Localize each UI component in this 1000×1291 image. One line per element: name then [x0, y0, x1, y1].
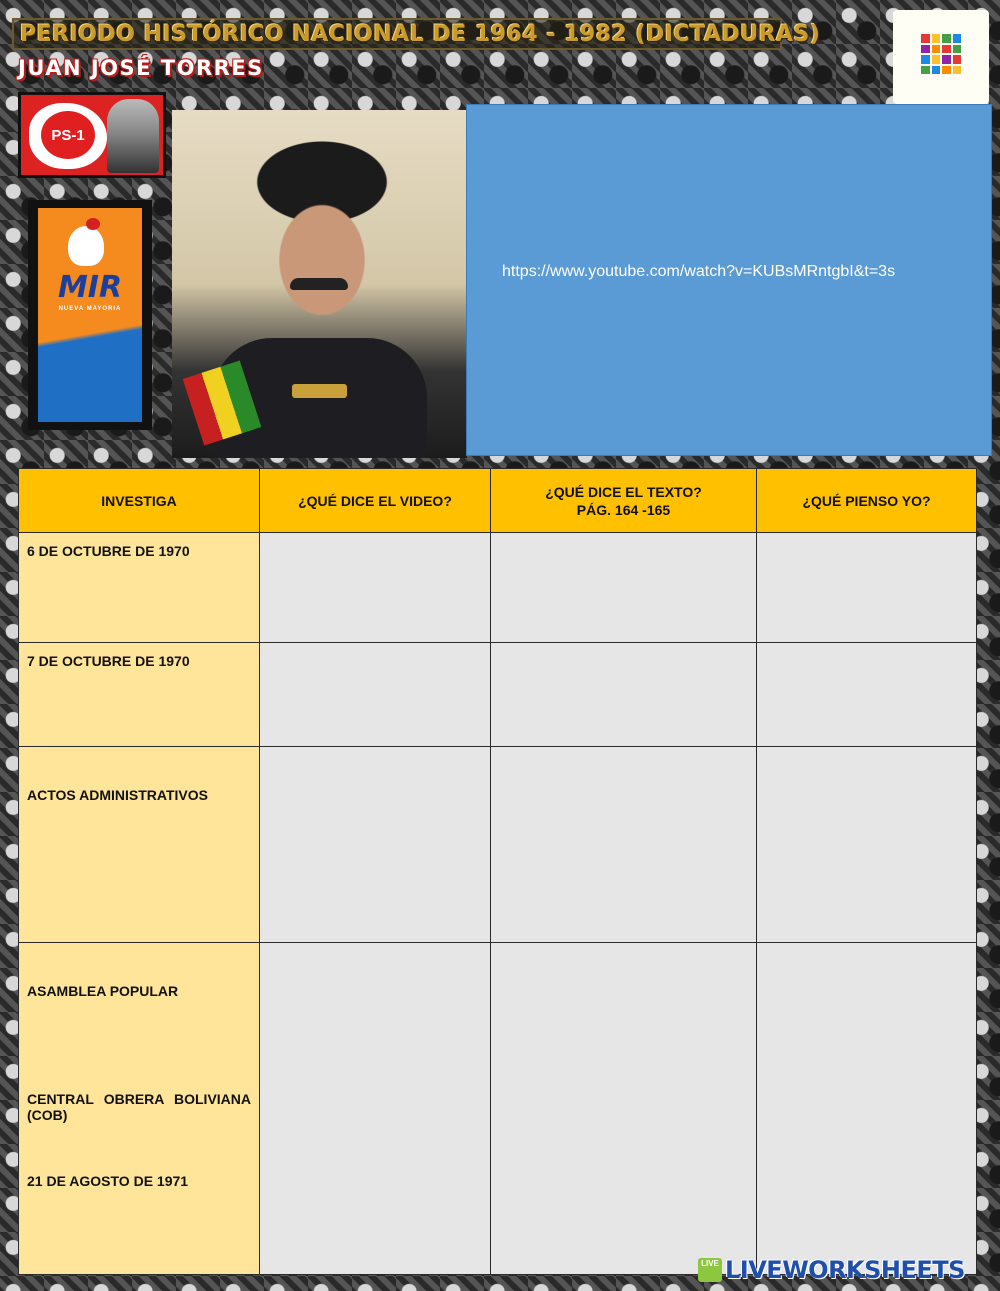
- row-label-cell: [19, 747, 260, 943]
- answer-pienso-cell[interactable]: [757, 643, 977, 747]
- answer-video-cell[interactable]: [260, 533, 491, 643]
- row-label: 21 DE AGOSTO DE 1971: [27, 1173, 189, 1189]
- row-label: 6 DE OCTUBRE DE 1970: [27, 543, 190, 559]
- answer-texto-cell[interactable]: [491, 643, 757, 747]
- page-title: PERIODO HISTÓRICO NACIONAL DE 1964 - 1982 (DICTADURAS): [20, 21, 821, 47]
- header-texto-page-ref: PÁG. 164 -165: [576, 501, 671, 518]
- ps1-label: PS-1: [41, 111, 95, 159]
- leader-portrait-image: [107, 99, 159, 173]
- header-investiga: INVESTIGA: [19, 469, 260, 533]
- row-label: ASAMBLEA POPULAR: [27, 983, 179, 999]
- answer-texto-cell[interactable]: [491, 943, 757, 1275]
- row-label-cell: [19, 533, 260, 643]
- answer-pienso-cell[interactable]: [757, 747, 977, 943]
- table-row: [19, 533, 977, 643]
- header-texto-label: ¿QUÉ DICE EL TEXTO?: [545, 483, 702, 500]
- answer-pienso-cell[interactable]: [757, 533, 977, 643]
- answer-texto-cell[interactable]: [491, 747, 757, 943]
- video-embed-box[interactable]: [466, 104, 992, 456]
- liveworksheets-watermark: [698, 1256, 965, 1284]
- answer-texto-cell[interactable]: [491, 533, 757, 643]
- table-header-row: [19, 469, 977, 533]
- answer-video-cell[interactable]: [260, 747, 491, 943]
- header-video: ¿QUÉ DICE EL VIDEO?: [260, 469, 491, 533]
- answer-pienso-cell[interactable]: [757, 943, 977, 1275]
- row-label-cell: [19, 643, 260, 747]
- row-label: 7 DE OCTUBRE DE 1970: [27, 653, 190, 669]
- ps1-party-logo: [18, 92, 166, 178]
- mir-party-logo: [28, 200, 152, 430]
- row-label: ACTOS ADMINISTRATIVOS: [27, 787, 208, 803]
- worksheet-table: [18, 468, 977, 1275]
- header-texto: [491, 469, 757, 533]
- logo-cube-icon: [921, 34, 961, 74]
- answer-video-cell[interactable]: [260, 643, 491, 747]
- table-row: [19, 943, 977, 1275]
- page-subtitle: JUAN JOSÉ TORRES: [18, 56, 264, 80]
- rooster-comb-icon: [86, 218, 100, 230]
- portrait-gold-trim: [292, 384, 347, 398]
- header-pienso: ¿QUÉ PIENSO YO?: [757, 469, 977, 533]
- rooster-icon: [68, 226, 104, 266]
- liveworksheets-text: LIVEWORKSHEETS: [725, 1256, 965, 1284]
- mir-label: MIR: [57, 270, 123, 305]
- liveworksheets-badge-icon: LIVE: [698, 1258, 722, 1282]
- video-link[interactable]: https://www.youtube.com/watch?v=KUBsMRntgbI&t=3s: [502, 263, 896, 280]
- row-label-cell: [19, 943, 260, 1275]
- answer-video-cell[interactable]: [260, 943, 491, 1275]
- table-row: [19, 747, 977, 943]
- mir-tagline: NUEVA MAYORIA: [58, 306, 122, 312]
- creando-ideas-logo: [893, 10, 989, 104]
- page-title-bar: [12, 18, 821, 50]
- portrait-moustache: [290, 278, 348, 290]
- row-label: CENTRAL OBRERA BOLIVIANA (COB): [27, 1091, 251, 1123]
- table-row: [19, 643, 977, 747]
- juan-jose-torres-portrait: [172, 110, 467, 458]
